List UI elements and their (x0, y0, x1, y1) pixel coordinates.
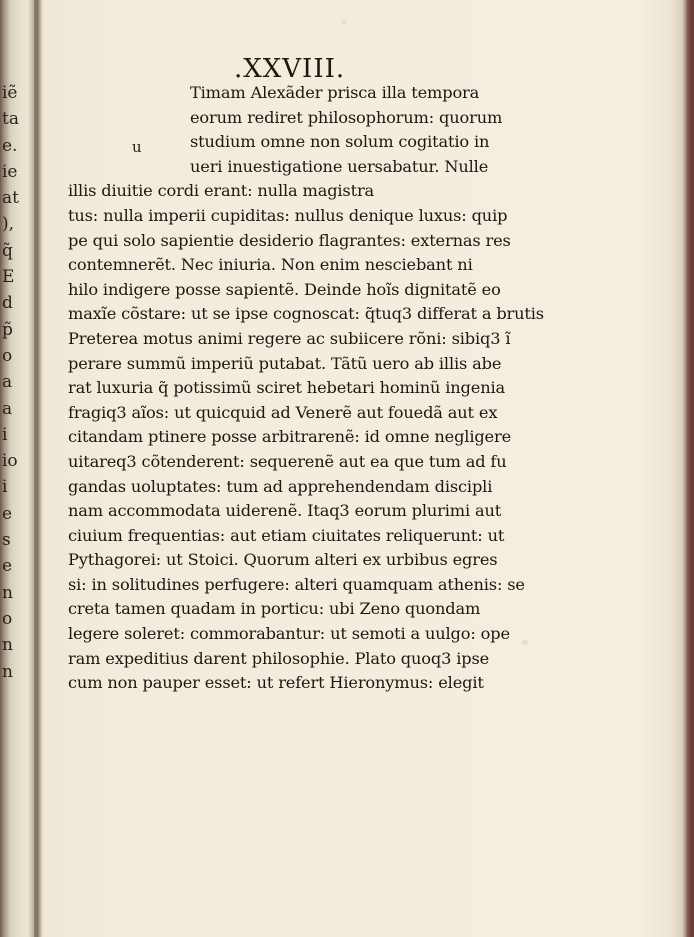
left-fragment: E (2, 267, 15, 288)
text-line: tus: nulla imperii cupiditas: nullus denique luxus: quip (68, 205, 508, 225)
right-page (42, 0, 682, 937)
text-line: rat luxuria q̃ potissimũ sciret hebetari hominũ ingenia (68, 378, 505, 398)
text-line: gandas uoluptates: tum ad apprehendendam discipli (68, 476, 493, 496)
text-line: ciuium frequentias: aut etiam ciuitates reliquerunt: ut (68, 525, 505, 545)
left-fragment: a (2, 372, 13, 393)
left-fragment: o (2, 608, 13, 629)
text-line: perare summũ imperiũ putabat. Tãtũ uero ab illis abe (68, 353, 502, 373)
left-fragment: o (2, 345, 13, 366)
text-line: cum non pauper esset: ut refert Hieronymus: elegit (68, 673, 484, 693)
text-line: illis diuitie cordi erant: nulla magistra (68, 181, 375, 201)
text-line: hilo indigere posse sapientẽ. Deinde hoĩs dignitatẽ eo (68, 279, 501, 299)
left-page-edge (0, 0, 36, 937)
text-line: creta tamen quadam in porticu: ubi Zeno quondam (68, 599, 481, 619)
text-line: ueri inuestigatione uersabatur. Nulle (190, 156, 489, 176)
paper-spot (342, 20, 346, 24)
left-fragment: ta (2, 109, 19, 130)
left-fragment: p̃ (2, 319, 13, 340)
text-line: si: in solitudines perfugere: alteri quamquam athenis: se (68, 574, 525, 594)
text-line: studium omne non solum cogitatio in (190, 132, 490, 152)
text-line: nam accommodata uiderenẽ. Itaq3 eorum plurimi aut (68, 501, 502, 521)
text-line: Timam Alexãder prisca illa tempora (190, 83, 480, 102)
left-fragment: n (2, 582, 13, 603)
folio-number: .XXVIII. (234, 54, 346, 84)
left-fragment: i (2, 477, 8, 498)
left-fragment: e (2, 503, 13, 524)
text-line: pe qui solo sapientie desiderio flagrantes: externas res (68, 230, 511, 250)
left-fragment: n (2, 635, 13, 656)
text-line: ram expeditius darent philosophie. Plato quoq3 ipse (68, 648, 490, 668)
text-line: Preterea motus animi regere ac subiicere rõni: sibiq3 ĩ (68, 328, 511, 348)
left-fragment: s (2, 530, 11, 551)
text-line: uitareq3 cõtenderent: sequerenẽ aut ea que tum ad fu (68, 451, 507, 471)
left-fragment: i (2, 424, 8, 445)
marginal-note: u (132, 138, 142, 156)
text-line: fragiq3 aĩos: ut quicquid ad Venerẽ aut fouedã aut ex (68, 402, 498, 422)
text-line: eorum rediret philosophorum: quorum (190, 107, 503, 127)
left-fragment: io (2, 451, 18, 472)
text-line: citandam ptinere posse arbitrarenẽ: id omne negligere (68, 427, 512, 447)
paper-spot (522, 640, 528, 645)
left-fragment: q̃ (2, 240, 13, 261)
text-line: contemnerẽt. Nec iniuria. Non enim nesciebant ni (68, 255, 473, 275)
left-fragment: e (2, 556, 13, 577)
text-line: maxĩe cõstare: ut se ipse cognoscat: q̃tuq3 differat a brutis (68, 304, 544, 324)
left-fragment: ie (2, 161, 18, 182)
left-fragment: n (2, 661, 13, 682)
text-block (68, 81, 544, 696)
left-fragment: a (2, 398, 13, 419)
left-fragment: at (2, 188, 19, 209)
right-page-edge (686, 0, 694, 937)
left-page-fragments (2, 80, 34, 685)
text-line: Pythagorei: ut Stoici. Quorum alteri ex urbibus egres (68, 550, 498, 570)
left-fragment: ), (2, 214, 15, 235)
left-fragment: iẽ (2, 83, 18, 103)
text-line: legere soleret: commorabantur: ut semoti a uulgo: ope (68, 624, 510, 644)
left-fragment: d (2, 293, 13, 314)
left-fragment: e. (2, 135, 18, 156)
